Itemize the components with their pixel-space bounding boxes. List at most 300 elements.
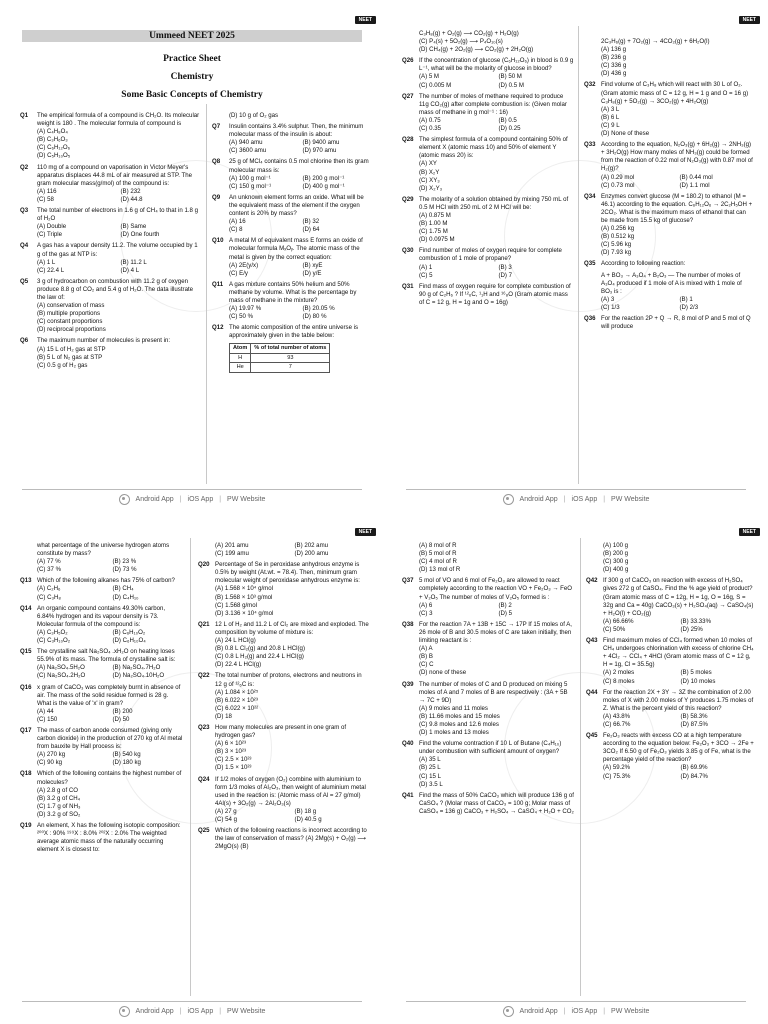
question-item: [402, 792, 574, 816]
question-number: Q6: [20, 337, 29, 345]
pw-logo-icon: [503, 494, 514, 505]
column-right: [586, 542, 754, 784]
option: (C) 2.5 × 10²³: [215, 756, 252, 764]
chapter-heading: Some Basic Concepts of Chemistry: [121, 90, 263, 100]
question-item: [212, 112, 372, 120]
options-list: [37, 708, 184, 724]
option: (B) B: [419, 653, 433, 661]
option: (C) 8 moles: [603, 677, 635, 685]
question-body: [229, 324, 372, 340]
options-list: [603, 542, 754, 574]
option: (C) 22.4 L: [37, 266, 65, 274]
question-number: Q27: [402, 92, 414, 100]
option: (A) 0.29 mol: [601, 173, 635, 181]
question-body: [215, 724, 370, 773]
question-body: [419, 621, 574, 678]
column-left: [402, 542, 574, 819]
option: (D) 436 g: [601, 70, 627, 78]
ios-app-link[interactable]: iOS App: [571, 1007, 598, 1015]
question-item: [20, 822, 184, 854]
option: (D) 3.2 g of SO₂: [37, 810, 81, 818]
question-number: Q5: [20, 277, 29, 285]
question-item: [198, 672, 370, 721]
question-item: [20, 207, 200, 239]
option: (C) 300 g: [603, 558, 629, 566]
option: (A) 2E(y/x): [229, 261, 259, 269]
footer-rule: [22, 489, 362, 490]
practice-sheet-heading: Practice Sheet: [163, 54, 221, 64]
question-number: Q34: [584, 192, 596, 200]
option: (C) 6.022 × 10²²: [215, 704, 259, 712]
separator: |: [603, 495, 606, 503]
options-list: [37, 223, 200, 239]
question-number: Q17: [20, 726, 32, 734]
column-left: [402, 30, 574, 310]
question-item: [20, 648, 184, 680]
option: (A) 940 amu: [229, 139, 263, 147]
column-left: [20, 542, 184, 857]
option: (B) 200 g: [603, 550, 629, 558]
separator: |: [219, 1007, 222, 1015]
question-text: An organic compound contains 49.30% carbon, 6.84% hydrogen and its vapour density is 73. Molecular formula of the compound is:: [37, 604, 166, 628]
question-text: Find volume of C₃H₈ which will react with 30 L of O₂. (Gram atomic mass of C = 12 g, H = 1 g and O = 16 g) C₃H₈(g) + 5O₂(g) → 3CO₂(g) + 4H₂O(g): [601, 81, 749, 105]
question-body: [37, 727, 184, 767]
question-body: [419, 577, 574, 617]
option: (C) 150: [37, 715, 58, 723]
question-body: [37, 770, 184, 819]
option: (C) E/y: [229, 269, 248, 277]
question-number: Q19: [20, 822, 32, 829]
option: (D) 7: [498, 271, 513, 279]
options-list: [419, 160, 574, 192]
option: (A) 8 mol of R: [419, 542, 457, 549]
question-text: Find mass of oxygen require for complete combustion of 90 g of C₂H₆ ? If ¹²₆C, ¹₁H and ¹⁶₈O (Gram atomic mass of C = 12 g, H = 1g and O = 16g): [419, 282, 571, 306]
question-number: Q37: [402, 577, 414, 585]
question-body: [215, 672, 370, 721]
option: (C) 0.8 L H₂(g) and 22.4 L HCl(g): [215, 653, 304, 661]
question-text: A metal M of equivalent mass E forms an oxide of molecular formula MₓOᵧ. The atomic mass of the metal is given by the correct equation:: [229, 237, 363, 261]
option: (B) 200: [112, 707, 133, 715]
option: (C) 1.568 g/mol: [215, 601, 257, 609]
question-text: The empirical formula of a compound is CH₂O. Its molecular weight is 180 . The molecular formula of compound is: [37, 112, 200, 128]
options-list: [215, 740, 370, 772]
question-body: [229, 123, 372, 155]
option: (A) 2.8 g of CO: [37, 786, 78, 794]
option: (C) Na₂SO₄.2H₂O: [37, 672, 86, 680]
question-number: Q36: [584, 315, 596, 322]
option: (A) 1: [419, 263, 433, 271]
question-number: Q18: [20, 770, 32, 778]
column-divider: [206, 104, 207, 484]
option: (A) 116: [37, 187, 57, 195]
table-header-cell: Atom: [230, 344, 251, 354]
option: (C) P₄(s) + 5O₂(g) ⟶ P₄O₁₀(s): [419, 38, 503, 46]
option: (B) xyE: [302, 261, 323, 269]
option: (B) 2: [498, 601, 512, 609]
question-item: [212, 158, 372, 190]
question-item: [584, 260, 754, 268]
option: (D) 400 g mol⁻¹: [302, 182, 345, 190]
options-list: [229, 139, 372, 155]
option: (B) 6 L: [601, 113, 620, 121]
option: (B) 11.2 L: [120, 258, 147, 266]
options-list: [419, 212, 574, 244]
question-item: [402, 681, 574, 738]
column-right: [198, 542, 370, 854]
table-cell: H: [230, 353, 251, 363]
option: (B) 202 amu: [294, 542, 329, 549]
option: (D) 4 L: [120, 266, 140, 274]
option: (C) 150 g mol⁻¹: [229, 182, 272, 190]
question-item: [20, 164, 200, 204]
question-text: 110 mg of a compound on vaporisation in Victor Meyer's apparatus displaces 44.8 mL of air measured at STP. The gram molecular mass(g/mol) of the compound is:: [37, 163, 193, 187]
option: (D) 25%: [680, 625, 703, 633]
column-divider: [578, 26, 579, 484]
options-list: [37, 585, 184, 601]
options-list: [37, 664, 184, 680]
question-number: [402, 542, 419, 574]
separator: |: [219, 495, 222, 503]
options-list: [419, 756, 574, 788]
question-body: [215, 542, 370, 558]
option: (C) XY₃: [419, 176, 440, 184]
question-text: For the reaction 2P + Q → R, 8 mol of P and 5 mol of Q will produce: [601, 315, 751, 331]
question-text: If the concentration of glucose (C₆H₁₂O₆) in blood is 0.9 g L⁻¹, what will be the molarity of glucose in blood?: [419, 57, 574, 73]
question-number: Q35: [584, 260, 596, 268]
option: (C) 8: [229, 226, 243, 234]
question-text: Percentage of Se in peroxidase anhydrous enzyme is 0.5% by weight (At.wt. = 78.4). Then, minimum gram molecular weight of peroxidase anhydrous enzyme is:: [215, 561, 360, 585]
question-text: Find the mass of 50% CaCO₃ which will produce 136 g of CaSO₄ ? (Molar mass of CaCO₃ = 100 g; Molar mass of CaSO₄ = 136 g) CaCO₃ + H₂SO₄ → CaSO₄ + H₂O + CO₂: [419, 791, 574, 815]
question-number: Q15: [20, 648, 32, 656]
atomic-composition-table: [229, 343, 330, 373]
question-body: [419, 196, 574, 245]
question-text: 2C₃H₆(g) + 7O₂(g) → 4CO₂(g) + 6H₂O(l): [601, 38, 710, 45]
option: (B) 9400 amu: [302, 139, 340, 147]
neet-tag: NEET: [355, 16, 376, 24]
option: (A) 136 g: [601, 46, 627, 54]
option: (A) 44: [37, 707, 54, 715]
question-body: [215, 621, 370, 670]
option: (A) 27 g: [215, 807, 237, 815]
option: (C) C₆H₁₂O₆: [37, 144, 71, 152]
question-body: [215, 561, 370, 618]
question-body: [603, 689, 754, 729]
option: (B) 23 %: [112, 558, 137, 566]
options-list: [37, 629, 184, 645]
question-item: [402, 621, 574, 678]
option: (A) 16: [229, 218, 246, 226]
question-number: Q20: [198, 561, 210, 569]
footer: [384, 1004, 768, 1018]
option: (B) 25 L: [419, 764, 441, 772]
question-item: [198, 542, 370, 558]
question-item: [20, 278, 200, 335]
question-text: The total number of electrons in 1.6 g of CH₄ to that in 1.8 g of H₂O: [37, 207, 199, 223]
option: (D) 200 amu: [294, 550, 329, 558]
question-body: [229, 237, 372, 277]
question-body: [419, 57, 574, 89]
option: (C) 54 g: [215, 816, 238, 823]
option: (B) multiple proportions: [37, 310, 100, 318]
option: (D) y/E: [302, 269, 322, 277]
question-body: [419, 681, 574, 738]
option: (C) 75.3%: [603, 772, 631, 780]
options-list: [229, 175, 372, 191]
pw-website-link[interactable]: PW Website: [227, 495, 266, 503]
question-text: A gas has a vapour density 11.2. The volume occupied by 1 g of the gas at NTP is:: [37, 242, 198, 258]
question-item: [20, 112, 200, 161]
footer: [0, 492, 384, 506]
table-cell: 93: [251, 353, 330, 363]
option: (A) 43.8%: [603, 712, 631, 720]
option: (C) 0.005 M: [419, 81, 452, 89]
option: (C) 50 %: [229, 313, 254, 321]
option: (C) constant proportions: [37, 318, 103, 326]
question-body: [37, 577, 184, 601]
question-number: Q28: [402, 136, 414, 144]
sheet-title: Ummeed NEET 2025: [149, 31, 235, 41]
question-number: Q7: [212, 123, 221, 131]
android-app-link[interactable]: Android App: [519, 1007, 558, 1015]
option: (C) 1.7 g of NH₃: [37, 802, 81, 810]
question-number: [212, 112, 229, 120]
column-right: [212, 112, 372, 373]
option: (B) 1.568 × 10³ g/mol: [215, 593, 273, 601]
question-text: Find number of moles of oxygen require for complete combustion of 1 mole of propane?: [419, 247, 562, 263]
options-list: [419, 73, 574, 89]
question-number: [20, 542, 37, 574]
question-body: [419, 792, 574, 816]
option: (A) 77 %: [37, 558, 61, 566]
question-item: [198, 621, 370, 670]
question-number: Q8: [212, 158, 221, 166]
option: (D) 1.5 × 10²³: [215, 764, 252, 772]
option: (B) 3 × 10²³: [215, 748, 246, 756]
title-bar: [22, 30, 362, 42]
option: (D) none of these: [419, 669, 467, 677]
option: (A) 270 kg: [37, 751, 66, 759]
option: (D) reciprocal proportions: [37, 326, 106, 334]
question-item: [402, 30, 574, 54]
option: (A) 66.66%: [603, 617, 634, 625]
neet-tag: NEET: [739, 16, 760, 24]
question-body: [229, 194, 372, 234]
table-cell: He: [230, 363, 251, 373]
ios-app-link[interactable]: iOS App: [187, 495, 214, 503]
option: (C) 0.73 mol: [601, 181, 635, 189]
options-list: [37, 787, 184, 819]
question-item: [20, 542, 184, 574]
pw-logo-icon: [119, 1006, 130, 1017]
option: (C) 90 kg: [37, 759, 63, 767]
option: (C) 4 mol of R: [419, 558, 457, 566]
ios-app-link[interactable]: iOS App: [571, 495, 598, 503]
option: (A) 1.568 × 10⁴ g/mol: [215, 585, 274, 593]
question-item: [402, 136, 574, 193]
question-item: [198, 776, 370, 825]
option: (C) 9 L: [601, 121, 620, 129]
option: (B) 50 M: [498, 73, 522, 81]
table-row: [230, 363, 330, 373]
option: (A) C₃H₅O₂: [37, 628, 68, 636]
option: (D) 80 %: [302, 313, 327, 321]
option: (B) 0.5: [498, 116, 517, 124]
option: (A) 5 M: [419, 73, 439, 81]
options-list: [601, 225, 754, 257]
option: (A) 0.75: [419, 116, 441, 124]
option: (B) 3.2 g of CH₄: [37, 794, 81, 802]
option: (C) 5: [419, 271, 433, 279]
subject-heading: Chemistry: [170, 72, 214, 82]
option: (D) 50: [112, 715, 130, 723]
android-app-link[interactable]: Android App: [519, 495, 558, 503]
option: (B) 0.8 L Cl₂(g) and 20.8 L HCl(g): [215, 645, 305, 653]
option: (A) 9 moles and 11 moles: [419, 704, 488, 712]
options-list: [215, 542, 370, 558]
question-item: [20, 770, 184, 819]
question-text: 12 L of H₂ and 11.2 L of Cl₂ are mixed and exploded. The composition by volume of mixture is:: [215, 620, 369, 636]
ios-app-link[interactable]: iOS App: [187, 1007, 214, 1015]
option: (D) C₆H₁₀O₄: [112, 637, 146, 645]
option: (B) 11.66 moles and 15 moles: [419, 712, 500, 720]
pw-website-link[interactable]: PW Website: [611, 495, 650, 503]
options-list: [419, 705, 574, 737]
options-list: [419, 542, 574, 574]
option: (B) C₃H₆O₃: [37, 136, 68, 144]
option: (D) 2/3: [679, 303, 699, 311]
option: (A) 100 g mol⁻¹: [229, 174, 271, 182]
option: (D) 180 kg: [112, 759, 141, 767]
question-body: [601, 260, 754, 268]
question-number: Q29: [402, 195, 414, 203]
options-list: [601, 46, 754, 78]
question-text: Find the volume contraction if 10 L of Butane (C₄H₁₀) under combustion with sufficient amount of oxygen?: [419, 740, 562, 756]
options-list: [229, 218, 372, 234]
question-text: For the reaction 2X + 3Y → 3Z the combination of 2.00 moles of X with 2.00 moles of Y produces 1.75 moles of Z. What is the percent yield of this reaction?: [603, 688, 754, 712]
separator: |: [563, 1007, 566, 1015]
question-item: [584, 141, 754, 190]
option: (B) 6.022 × 10²³: [215, 696, 258, 704]
question-item: [402, 740, 574, 789]
question-text: If 1/2 moles of oxygen (O₂) combine with aluminium to form 1/3 moles of Al₂O₃, then weight of aluminium metal used in the reaction is: (Atomic mass of Al = 27 g/mol) 4Al(s) + 3O₂(g) → 2Al₂O₃(s): [215, 775, 366, 807]
option: (D) Na₂SO₄.10H₂O: [112, 672, 165, 680]
options-list: [419, 264, 574, 280]
question-body: [37, 278, 200, 335]
pw-website-link[interactable]: PW Website: [227, 1007, 266, 1015]
question-body: [37, 164, 200, 204]
column-divider: [580, 538, 581, 996]
option: (B) 5 moles: [680, 669, 712, 677]
option: (D) 64: [302, 226, 320, 234]
option: (B) 200 g mol⁻¹: [302, 174, 345, 182]
option: (C) 66.7%: [603, 720, 631, 728]
options-list: [419, 117, 574, 133]
option: (D) 7.93 kg: [601, 249, 632, 257]
question-item: [584, 193, 754, 258]
option: (A) 2 moles: [603, 669, 635, 677]
question-number: Q12: [212, 324, 224, 332]
option: (B) 1.00 M: [419, 220, 448, 228]
options-list: [215, 637, 370, 669]
question-body: [229, 158, 372, 190]
question-body: [37, 207, 200, 239]
option: (A) 35 L: [419, 756, 441, 764]
question-item: [402, 57, 574, 89]
option: (B) CH₄: [112, 585, 134, 593]
column-divider: [190, 538, 191, 996]
question-item: [402, 283, 574, 307]
question-text: 25 g of MCl₄ contains 0.5 mol chlorine then its gram molecular mass is:: [229, 158, 369, 174]
options-list: [37, 128, 200, 160]
option: (A) 100 g: [603, 542, 629, 549]
question-number: Q1: [20, 112, 29, 119]
option: (A) 6 × 10²³: [215, 740, 246, 748]
options-list: [37, 346, 200, 370]
question-body: [603, 542, 754, 574]
option: (A) A: [419, 645, 433, 653]
question-body: [37, 337, 200, 369]
option: (B) 1: [679, 295, 693, 303]
option: (B) 18 g: [294, 807, 317, 815]
options-list: [419, 38, 574, 54]
option: (A) Double: [37, 223, 67, 231]
question-item: [402, 247, 574, 279]
options-list: [37, 302, 200, 334]
android-app-link[interactable]: Android App: [135, 1007, 174, 1015]
option: (C) 1/3: [601, 303, 620, 311]
android-app-link[interactable]: Android App: [135, 495, 174, 503]
option: (C) 1.75 M: [419, 228, 448, 236]
question-body: [601, 141, 754, 190]
option: (A) C₄H₈O₄: [37, 128, 68, 136]
question-text: An element, X has the following isotopic composition: ²⁰⁰X : 90% ¹⁹⁹X : 8.0% ²⁰²X : 2.0% The weighted average atomic mass of the naturally occurring element X is closest to:: [37, 822, 181, 854]
options-list: [601, 106, 754, 138]
options-list: [215, 689, 370, 721]
question-text: According to the equation, N₂O₃(g) + 6H₂(g) → 2NH₃(g) + 3H₂O(g) How many moles of NH₃(g) could be formed from the reaction of 0.22 mol of N₂O₃(g) with 0.87 mol of H₂(g)?: [601, 141, 753, 173]
option: (D) 22.4 L HCl(g): [215, 661, 262, 669]
question-number: Q24: [198, 775, 210, 783]
footer-rule: [22, 1001, 362, 1002]
options-list: [37, 188, 200, 204]
question-number: Q14: [20, 604, 32, 612]
table-cell: 7: [251, 363, 330, 373]
option: (C) 3600 amu: [229, 147, 267, 155]
option: (A) Na₂SO₄.5H₂O: [37, 664, 85, 672]
question-item: [20, 242, 200, 274]
question-body: [601, 193, 754, 258]
question-text: According to following reaction:: [601, 260, 686, 268]
option: (D) CH₄(g) + 2O₂(g) ⟶ CO₂(g) + 2H₂O(g): [419, 46, 534, 54]
option: (D) C₄H₁₀: [112, 593, 139, 601]
table-header-cell: % of total number of atoms: [251, 344, 330, 354]
pw-website-link[interactable]: PW Website: [611, 1007, 650, 1015]
options-list: [601, 296, 754, 312]
question-number: Q16: [20, 683, 32, 691]
question-number: Q2: [20, 163, 29, 171]
option: (A) 3 L: [601, 105, 620, 113]
question-text: The total number of protons, electrons and neutrons in 12 g of ¹²₆C is:: [215, 672, 362, 688]
question-number: Q43: [586, 637, 598, 645]
question-text: Which of the following reactions is incorrect according to the law of conservation of mass? (A) 2Mg(s) + O₂(g) ⟶ 2MgO(s) (B): [215, 827, 367, 851]
question-number: Q38: [402, 620, 414, 628]
question-body: [215, 827, 370, 851]
options-list: [229, 305, 372, 321]
options-list: [603, 618, 754, 634]
option: (B) 33.33%: [680, 617, 711, 625]
question-text: The crystalline salt Na₂SO₄ .xH₂O on heating loses 55.9% of its mass. The formula of crystalline salt is:: [37, 648, 176, 664]
question-item: [20, 684, 184, 724]
question-item: [586, 732, 754, 781]
